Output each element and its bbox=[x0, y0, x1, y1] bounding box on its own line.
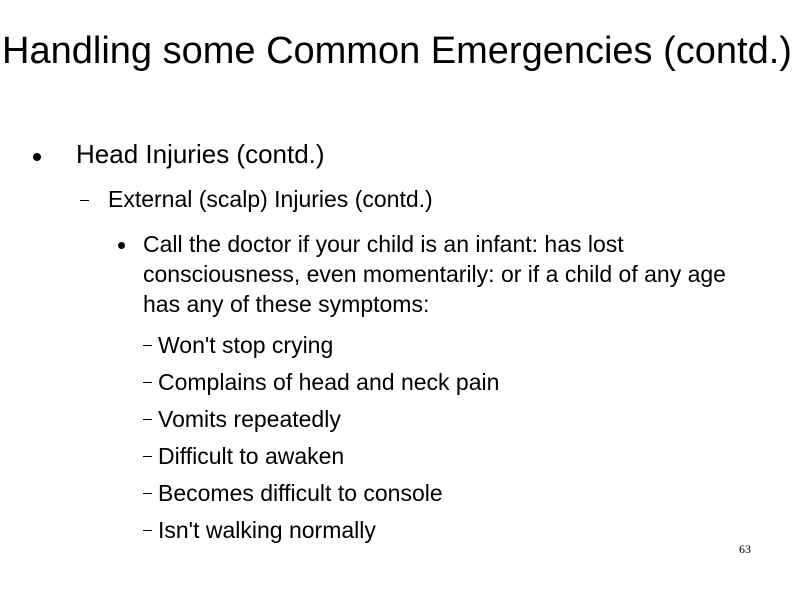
symptom-dash bbox=[143, 345, 152, 346]
level2-item: External (scalp) Injuries (contd.) bbox=[108, 186, 433, 212]
symptom-dash bbox=[143, 456, 152, 457]
level3-bullet bbox=[118, 242, 125, 249]
symptom-dash bbox=[143, 493, 152, 494]
symptom-text: Becomes difficult to console bbox=[158, 480, 443, 506]
page-number: 63 bbox=[739, 542, 751, 556]
level1-bullet bbox=[33, 153, 41, 161]
slide-title: Handling some Common Emergencies (contd.) bbox=[2, 30, 792, 72]
symptom-item bbox=[143, 478, 443, 508]
level3-item: Call the doctor if your child is an infant: has lost consciousness, even momentarily: or if a child of any age has any of these symptoms: bbox=[143, 231, 726, 317]
symptom-dash bbox=[143, 419, 152, 420]
symptom-text: Complains of head and neck pain bbox=[158, 369, 500, 395]
symptom-item bbox=[143, 515, 376, 545]
symptom-item bbox=[143, 367, 499, 397]
symptom-item bbox=[143, 441, 344, 471]
symptom-text: Isn't walking normally bbox=[158, 517, 376, 543]
symptom-dash bbox=[143, 530, 152, 531]
symptom-text: Won't stop crying bbox=[158, 332, 334, 358]
symptom-text: Vomits repeatedly bbox=[158, 406, 341, 432]
symptom-dash bbox=[143, 382, 152, 383]
symptom-item bbox=[143, 330, 333, 360]
level1-item: Head Injuries (contd.) bbox=[76, 139, 325, 169]
level2-dash bbox=[80, 200, 89, 201]
symptom-text: Difficult to awaken bbox=[158, 443, 345, 469]
symptom-item bbox=[143, 404, 341, 434]
